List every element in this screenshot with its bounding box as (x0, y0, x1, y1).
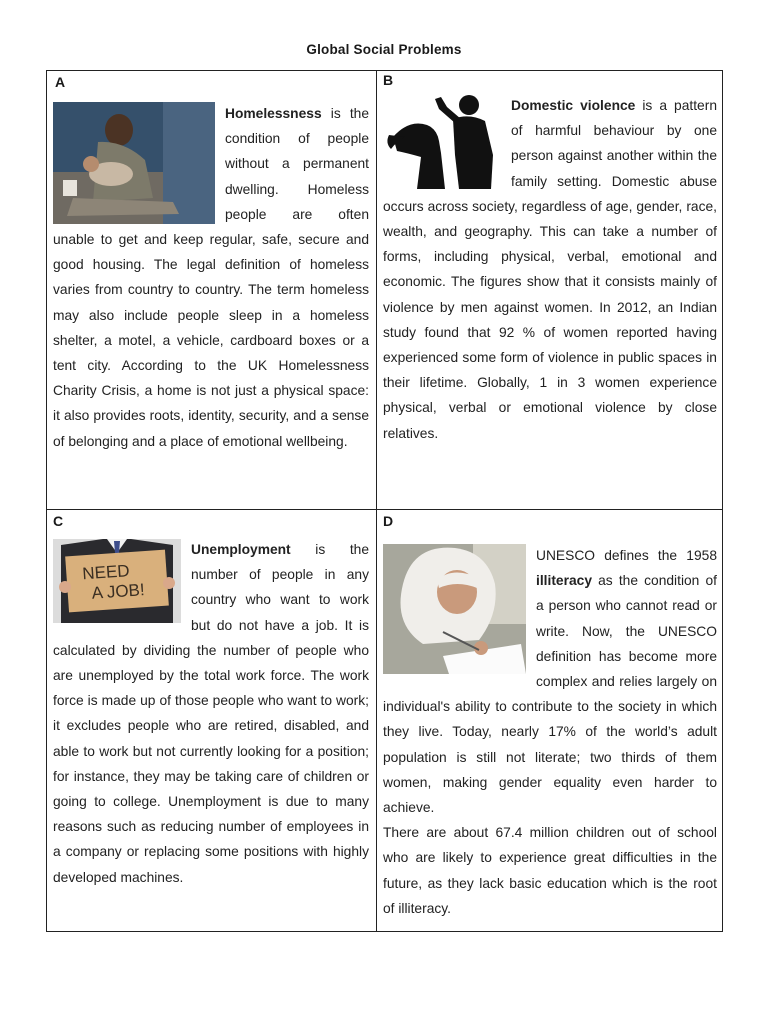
document-title: Global Social Problems (306, 42, 462, 57)
cell-illiteracy (377, 510, 724, 933)
problems-table (46, 70, 723, 932)
term-unemployment: Unemployment (191, 542, 291, 557)
cell-domestic-violence (377, 71, 724, 509)
section-body-paragraph-2: There are about 67.4 million children out of school who are likely to experience great difficulties in the future, as they lack basic education which is the root of illiteracy. (383, 825, 717, 916)
section-letter: B (383, 72, 394, 88)
need-a-job-sign-photo (53, 539, 181, 623)
silhouette-photo (383, 93, 503, 191)
sign-text-line1: NEED (81, 561, 131, 584)
section-letter: C (53, 513, 64, 529)
term-domestic-violence: Domestic violence (511, 98, 636, 113)
section-text (383, 543, 717, 921)
term-homelessness: Homelessness (225, 106, 322, 121)
girl-writing-photo (383, 544, 526, 674)
section-body: is the condition of people without a permanent dwelling. Homeless people are often unable to get and keep regular, safe, secure and good housing. The legal definition of homeless varies from country to country. The term homeless may also include people sleep in a homeless shelter, a motel, a vehicle, cardboard boxes or a tent city. According to the UK Homelessness Charity Crisis, a home is not just a physical space: it also provides roots, identity, security, and a sense of belonging and a place of emotional wellbeing. (53, 106, 369, 449)
sign-text-line2: A JOB! (91, 580, 146, 603)
section-text (53, 101, 369, 454)
homeless-photo (53, 102, 215, 224)
cell-unemployment (47, 510, 376, 933)
section-body: as the condition of a person who cannot read or write. Now, the UNESCO definition has become more complex and relies largely on individual's ability to contribute to the society in which they live. Today, nearly 17% of the world’s adult population is still not literate; two thirds of them women, making gender equality even harder to achieve. (383, 573, 717, 816)
section-text (53, 537, 369, 890)
cell-homelessness (47, 71, 376, 509)
section-text (383, 93, 717, 446)
term-illiteracy: illiteracy (536, 573, 592, 589)
section-body: is the number of people in any country who want to work but do not have a job. It is calculated by dividing the number of people who are unemployed by the total work force. The work force is made up of those people who want to work; it excludes people who are retired, disabled, and able to work but not currently looking for a position; for instance, they may be taking care of children or going to college. Unemployment is due to many reasons such as reducing number of employees in a company or replacing some positions with highly developed machines. (53, 542, 369, 885)
section-letter: A (55, 74, 66, 90)
section-letter: D (383, 513, 394, 529)
section-body: is a pattern of harmful behaviour by one person against another within the family setting. Domestic abuse occurs across society, regardless of age, gender, race, wealth, and geography. This can take a number of forms, including physical, verbal, emotional and economic. The figures show that it consists mainly of violence by men against women. In 2012, an Indian study found that 92 % of women reported having experienced some form of violence in public spaces in their lifetime. Globally, 1 in 3 women experience physical, verbal or emotional violence by close relatives. (383, 98, 717, 441)
section-body-intro: UNESCO defines the 1958 (536, 548, 717, 563)
